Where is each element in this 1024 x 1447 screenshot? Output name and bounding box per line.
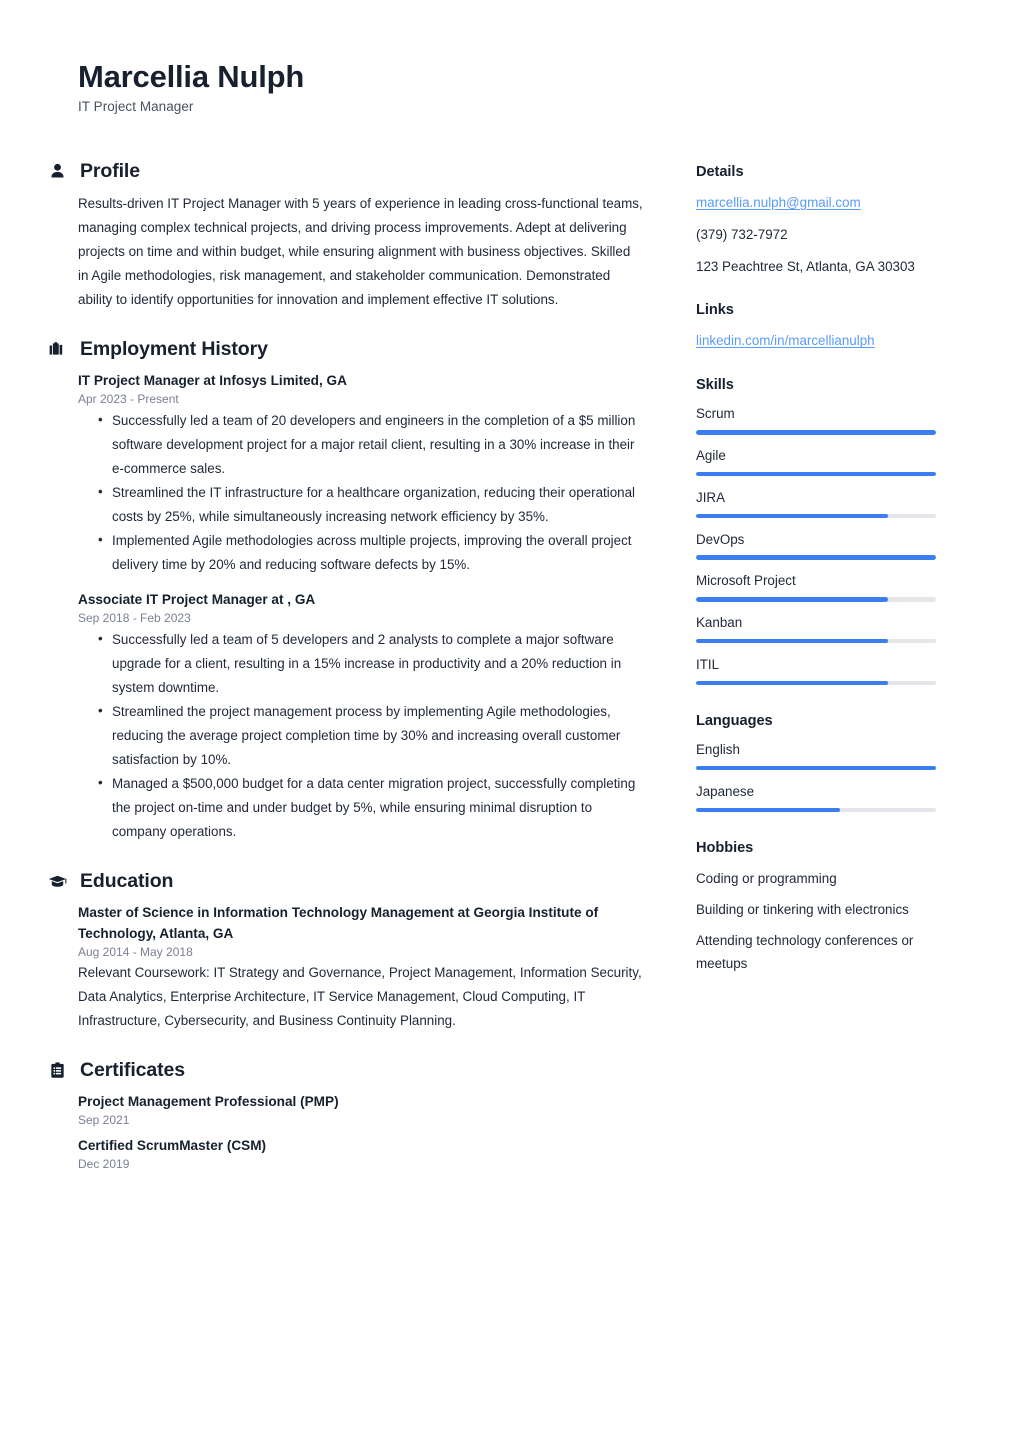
language-item	[696, 782, 964, 812]
certificate-icon	[48, 1061, 67, 1080]
skill-item	[696, 571, 964, 601]
skill-label: ITIL	[696, 656, 720, 672]
education-entry-date: Aug 2014 - May 2018	[78, 944, 193, 959]
certificate-entry-title: Project Management Professional (PMP)	[78, 1093, 339, 1109]
skill-item	[696, 655, 964, 685]
section-profile	[78, 160, 644, 312]
skill-bar-track	[696, 639, 936, 644]
employment-entry-title: IT Project Manager at Infosys Limited, GA	[78, 372, 347, 388]
skill-item	[696, 446, 964, 476]
sidebar-title-skills: Skills	[696, 377, 734, 394]
education-entry-description: Relevant Coursework: IT Strategy and Governance, Project Management, Information Security, Data Analytics, Enterprise Architecture, IT Service Management, Cloud Computing, IT Infrastructure, Cybersecurity, and Business Continuity Planning.	[78, 964, 642, 1028]
sidebar-column	[696, 160, 964, 1000]
skill-label: Scrum	[696, 406, 735, 422]
skill-label: JIRA	[696, 489, 726, 505]
skill-label: DevOps	[696, 531, 745, 547]
employment-entry-bullets	[78, 628, 644, 844]
hobby-item: Building or tinkering with electronics	[696, 902, 909, 918]
profile-text: Results-driven IT Project Manager with 5 years of experience in leading cross-functional teams, managing complex technical projects, and driving process improvements. Adept at delivering projects on time and within budget, while ensuring alignment with business objectives. Skilled in Agile methodologies, risk management, and stakeholder communication. Demonstrated ability to identify opportunities for innovation and implement effective IT solutions.	[78, 195, 643, 307]
skill-label: Agile	[696, 448, 726, 464]
education-entry	[78, 902, 644, 1033]
skill-bar-fill	[696, 639, 888, 644]
language-bar-fill	[696, 766, 936, 771]
sidebar-title-details: Details	[696, 163, 744, 180]
employment-entry-date: Apr 2023 - Present	[78, 391, 179, 406]
sidebar-block-skills	[696, 377, 964, 685]
section-employment	[78, 338, 644, 844]
entry-spacer	[78, 579, 644, 589]
sidebar-block-links	[696, 302, 964, 353]
skill-bar-fill	[696, 430, 936, 435]
section-title-certificates: Certificates	[80, 1058, 186, 1081]
skill-item	[696, 530, 964, 560]
skill-bar-track	[696, 597, 936, 602]
employment-entry	[78, 589, 644, 844]
list-item: • Streamlined the IT infrastructure for a healthcare organization, reducing their operational costs by 25%, while simultaneously increasing network efficiency by 35%.	[78, 481, 644, 529]
detail-address: 123 Peachtree St, Atlanta, GA 30303	[696, 258, 915, 274]
skill-bar-track	[696, 514, 936, 519]
employment-entry-title: Associate IT Project Manager at , GA	[78, 591, 316, 607]
person-icon	[48, 162, 67, 181]
skill-item	[696, 488, 964, 518]
skill-bar-track	[696, 430, 936, 435]
language-bar-track	[696, 766, 936, 771]
skill-bar-fill	[696, 555, 936, 560]
language-item	[696, 740, 964, 770]
sidebar-title-links: Links	[696, 302, 734, 319]
skill-item	[696, 613, 964, 643]
certificate-entry-date: Dec 2019	[78, 1156, 130, 1171]
section-certificates	[78, 1059, 644, 1171]
sidebar-block-details	[696, 164, 964, 279]
list-item: • Implemented Agile methodologies across multiple projects, improving the overall project delivery time by 20% and reducing software defects by 15%.	[78, 529, 644, 577]
section-title-education: Education	[80, 869, 174, 892]
skill-bar-fill	[696, 472, 936, 477]
briefcase-icon	[48, 340, 67, 359]
skill-label: Microsoft Project	[696, 573, 796, 589]
education-entry-title: Master of Science in Information Technology Management at Georgia Institute of Technology, Atlanta, GA	[78, 904, 599, 941]
skill-bar-fill	[696, 514, 888, 519]
sidebar-title-languages: Languages	[696, 713, 773, 730]
section-header-education	[48, 870, 644, 893]
skill-bar-track	[696, 681, 936, 686]
skill-bar-track	[696, 472, 936, 477]
language-label: Japanese	[696, 783, 755, 799]
email-link[interactable]: marcellia.nulph@gmail.com	[696, 194, 861, 210]
skill-label: Kanban	[696, 615, 743, 631]
linkedin-link[interactable]: linkedin.com/in/marcellianulph	[696, 333, 875, 349]
graduation-cap-icon	[48, 872, 67, 891]
employment-entry-date: Sep 2018 - Feb 2023	[78, 610, 191, 625]
skill-bar-track	[696, 555, 936, 560]
section-header-employment	[48, 338, 644, 361]
language-bar-fill	[696, 808, 840, 813]
main-column	[78, 160, 644, 1197]
sidebar-block-languages	[696, 713, 964, 812]
candidate-job-title: IT Project Manager	[78, 98, 194, 114]
detail-email	[696, 191, 964, 215]
detail-phone: (379) 732-7972	[696, 226, 788, 242]
language-bar-track	[696, 808, 936, 813]
section-header-certificates	[48, 1059, 644, 1082]
skill-bar-fill	[696, 681, 888, 686]
employment-entry	[78, 370, 644, 577]
certificate-entry-title: Certified ScrumMaster (CSM)	[78, 1137, 267, 1153]
list-item: • Streamlined the project management process by implementing Agile methodologies, reducing the average project completion time by 30% and increasing overall customer satisfaction by 10%.	[78, 700, 644, 772]
language-label: English	[696, 742, 740, 758]
link-item	[696, 329, 964, 353]
section-header-profile	[48, 160, 644, 183]
resume-header	[78, 58, 964, 114]
certificate-entry-date: Sep 2021	[78, 1112, 130, 1127]
certificate-entry	[78, 1135, 644, 1171]
section-title-profile: Profile	[80, 159, 140, 182]
sidebar-title-hobbies: Hobbies	[696, 840, 754, 857]
section-education	[78, 870, 644, 1033]
section-title-employment: Employment History	[80, 337, 268, 360]
candidate-name: Marcellia Nulph	[78, 59, 305, 94]
hobby-item: Attending technology conferences or meetups	[696, 933, 914, 972]
resume-body	[78, 160, 964, 1197]
certificate-entry	[78, 1091, 644, 1127]
skill-bar-fill	[696, 597, 888, 602]
skill-item	[696, 404, 964, 434]
list-item: • Successfully led a team of 20 developers and engineers in the completion of a $5 million software development project for a major retail client, resulting in a 30% increase in their e-commerce sales.	[78, 409, 644, 481]
list-item: • Successfully led a team of 5 developers and 2 analysts to complete a major software upgrade for a client, resulting in a 15% increase in productivity and a 20% reduction in system downtime.	[78, 628, 644, 700]
employment-entry-bullets	[78, 409, 644, 577]
hobby-item: Coding or programming	[696, 871, 837, 887]
list-item: • Managed a $500,000 budget for a data center migration project, successfully completing the project on-time and under budget by 5%, while ensuring minimal disruption to company operations.	[78, 772, 644, 844]
sidebar-block-hobbies	[696, 840, 964, 975]
